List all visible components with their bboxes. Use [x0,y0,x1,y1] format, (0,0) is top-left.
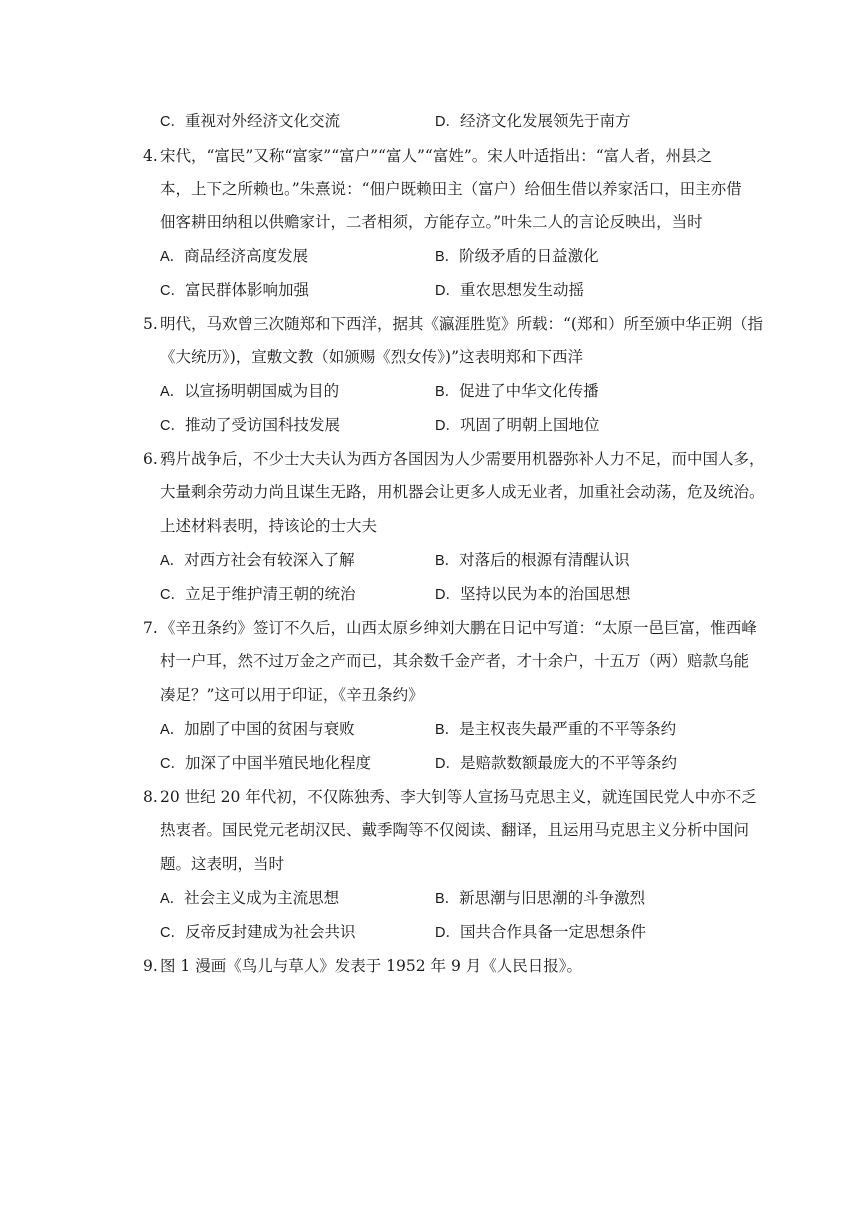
question-8-line-3: 题。这表明，当时 [160,855,285,873]
option-8A: A．社会主义成为主流思想 [160,889,340,907]
question-number-5: 5. [143,315,158,333]
option-6D: D．坚持以民为本的治国思想 [435,585,631,603]
option-3D: D．经济文化发展领先于南方 [435,112,631,130]
option-4A: A．商品经济高度发展 [160,247,309,265]
question-6-line-3: 上述材料表明，持该论的士大夫 [160,517,378,535]
question-7-line-1: 《辛丑条约》签订不久后，山西太原乡绅刘大鹏在日记中写道：“太原一邑巨富，惟西峰 [160,619,757,637]
option-8B: B．新思潮与旧思潮的斗争激烈 [435,889,646,907]
question-number-8: 8. [143,788,158,806]
question-5-line-2: 《大统历》)，宣敷文教（如颁赐《烈女传》)”这表明郑和下西洋 [160,348,584,366]
question-number-9: 9. [143,957,158,975]
question-8-line-1: 20 世纪 20 年代初，不仅陈独秀、李大钊等人宣扬马克思主义，就连国民党人中亦不乏 [160,788,757,806]
question-4-line-1: 宋代，“富民”又称“富家”“富户”“富人”“富姓”。宋人叶适指出：“富人者，州县之 [160,147,713,165]
option-5C: C．推动了受访国科技发展 [160,416,340,434]
option-5D: D．巩固了明朝上国地位 [435,416,600,434]
option-5A: A．以宣扬明朝国威为目的 [160,382,340,400]
question-9-line-1: 图 1 漫画《鸟儿与草人》发表于 1952 年 9 月《人民日报》。 [160,957,582,975]
question-7-line-2: 村一户耳，然不过万金之产而已，其余数千金产者，才十余户，十五万（两）赔款乌能 [160,652,750,670]
option-6B: B．对落后的根源有清醒认识 [435,551,630,569]
option-8C: C．反帝反封建成为社会共识 [160,923,356,941]
option-5B: B．促进了中华文化传播 [435,382,599,400]
question-6-line-2: 大量剩余劳动力尚且谋生无路，用机器会让更多人成无业者，加重社会动荡，危及统治。 [160,483,765,501]
question-5-line-1: 明代，马欢曾三次随郑和下西洋，据其《瀛涯胜览》所载：“(郑和）所至颁中华正朔（指 [160,315,763,333]
question-7-line-3: 凑足？”这可以用于印证，《辛丑条约》 [160,686,424,704]
question-4-line-3: 佃客耕田纳租以供赡家计，二者相须，方能存立。”叶朱二人的言论反映出，当时 [160,213,703,231]
option-7B: B．是主权丧失最严重的不平等条约 [435,720,677,738]
question-8-line-2: 热衷者。国民党元老胡汉民、戴季陶等不仅阅读、翻译，且运用马克思主义分析中国问 [160,821,750,839]
option-4D: D．重农思想发生动摇 [435,281,584,299]
option-7D: D．是赔款数额最庞大的不平等条约 [435,754,677,772]
option-7A: A．加剧了中国的贫困与衰败 [160,720,355,738]
question-6-line-1: 鸦片战争后，不少士大夫认为西方各国因为人少需要用机器弥补人力不足，而中国人多， [160,450,765,468]
option-8D: D．国共合作具备一定思想条件 [435,923,646,941]
question-number-4: 4. [143,147,158,165]
question-4-line-2: 本，上下之所赖也。”朱熹说：“佃户既赖田主（富户）给佃生借以养家活口，田主亦借 [160,180,742,198]
option-4C: C．富民群体影响加强 [160,281,309,299]
option-3C: C．重视对外经济文化交流 [160,112,340,130]
option-7C: C．加深了中国半殖民地化程度 [160,754,371,772]
question-number-6: 6. [143,450,158,468]
option-4B: B．阶级矛盾的日益激化 [435,247,599,265]
option-6A: A．对西方社会有较深入了解 [160,551,355,569]
question-number-7: 7. [143,619,158,637]
option-6C: C．立足于维护清王朝的统治 [160,585,356,603]
